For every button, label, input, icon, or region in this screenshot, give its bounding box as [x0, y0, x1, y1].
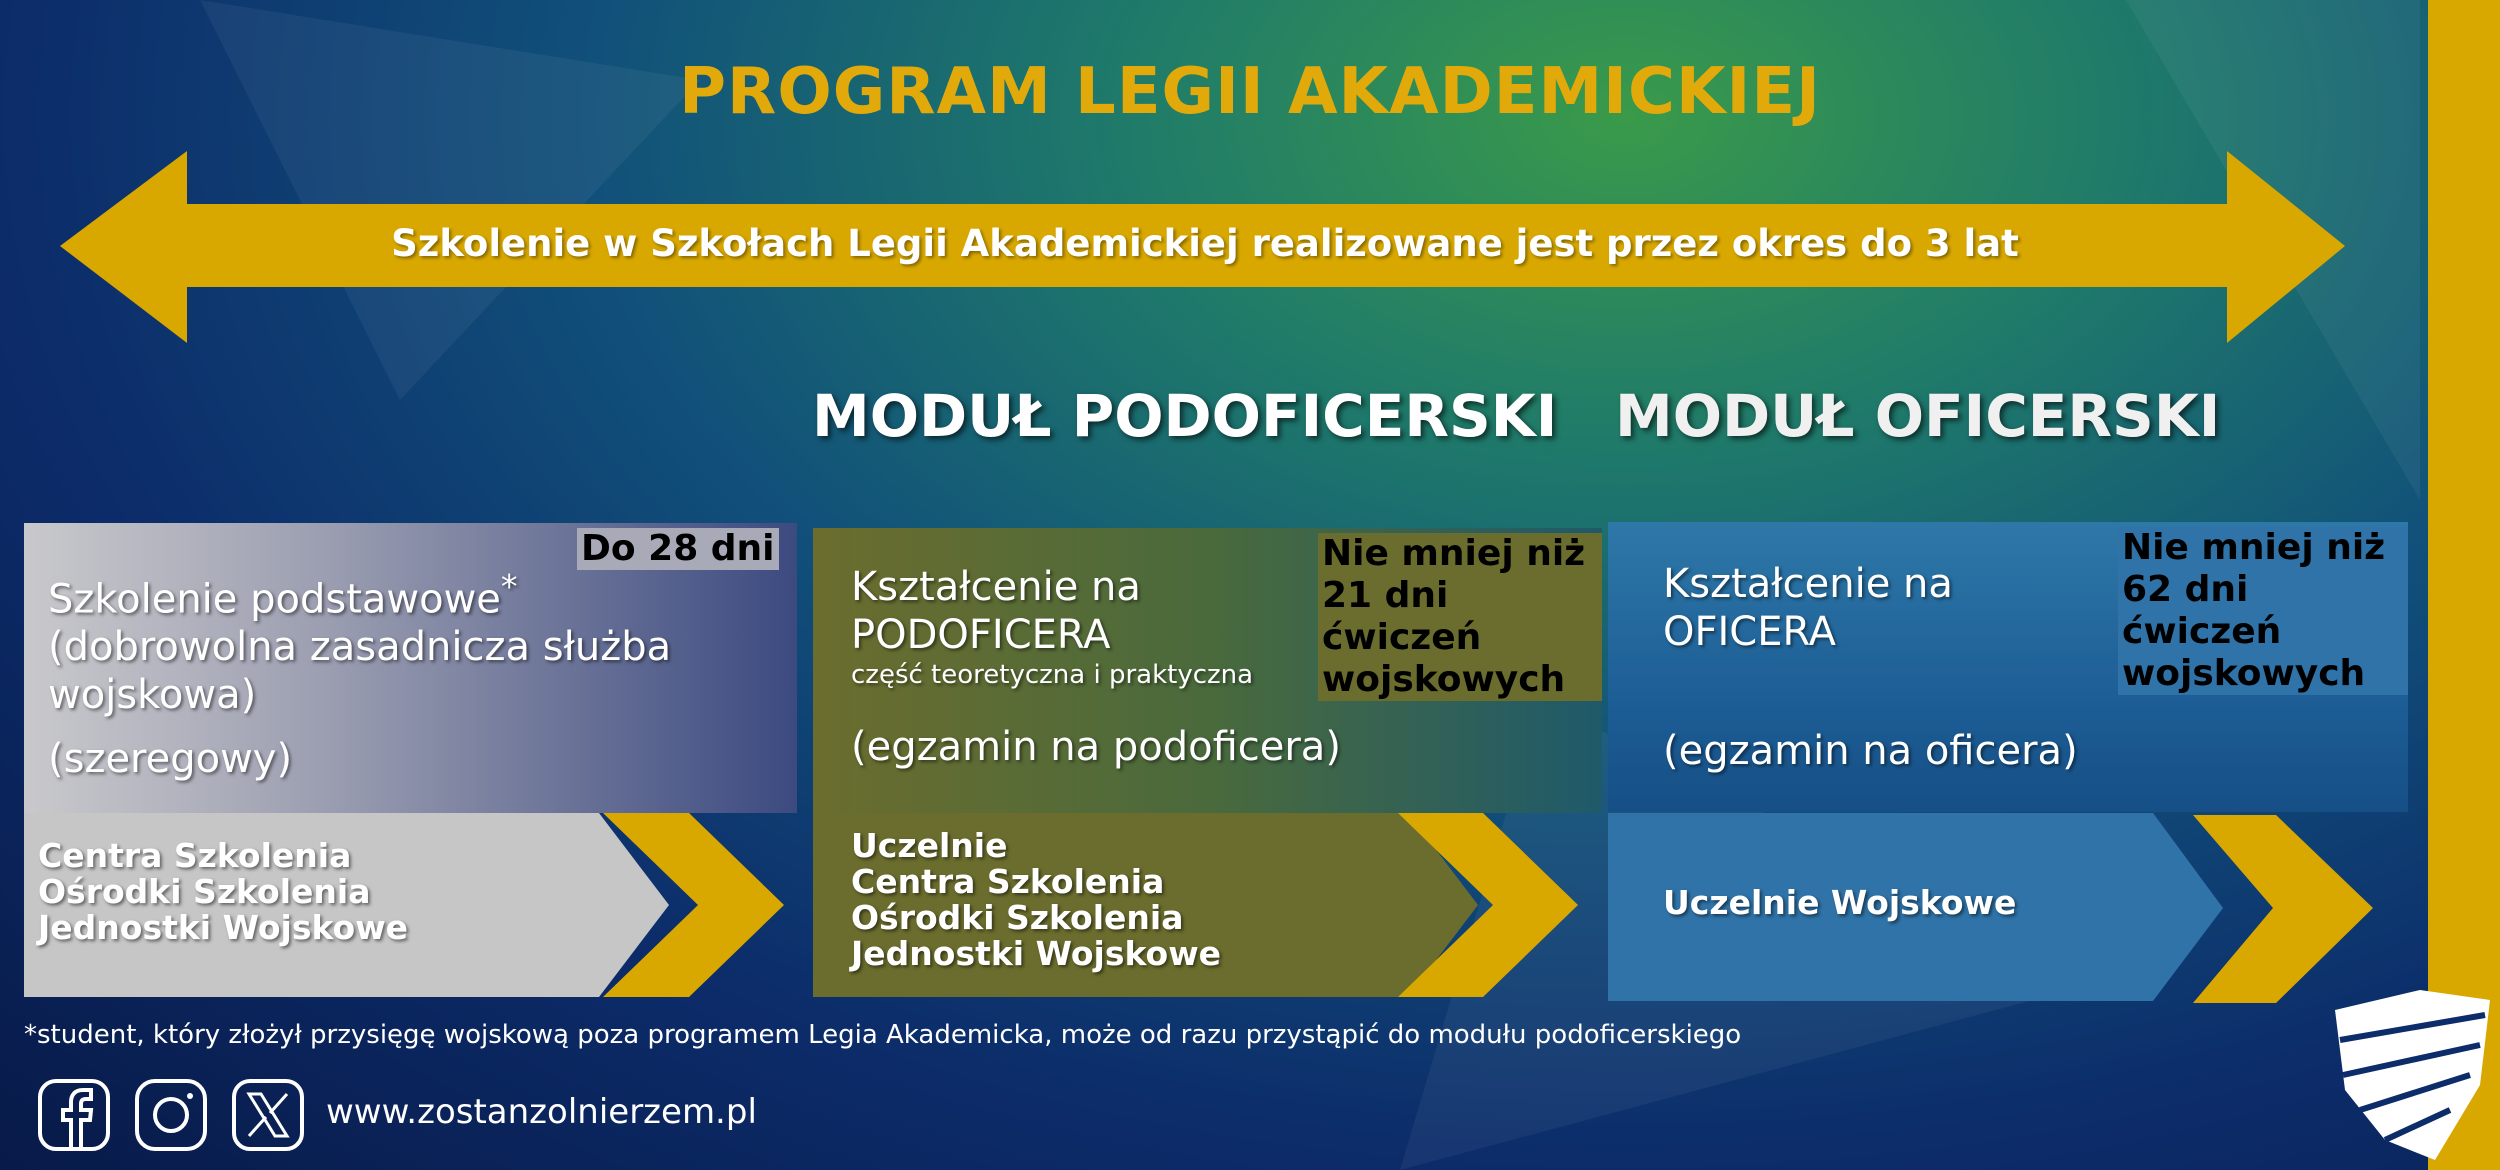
duration-line: Nie mniej niż — [1322, 533, 1586, 574]
stage-title-line: Kształcenie na — [851, 564, 1141, 610]
places-list — [851, 828, 1221, 972]
instagram-icon[interactable] — [134, 1078, 208, 1152]
rank: (szeregowy) — [48, 736, 293, 782]
places-list — [1663, 885, 2016, 921]
stage-title — [851, 563, 1253, 691]
stage-note: część teoretyczna i praktyczna — [851, 660, 1254, 690]
website-link[interactable]: www.zostanzolnierzem.pl — [326, 1092, 757, 1132]
facebook-icon[interactable] — [37, 1078, 111, 1152]
page-title: PROGRAM LEGII AKADEMICKIEJ — [679, 55, 1821, 129]
duration-line: 21 dni ćwiczeń — [1322, 575, 1482, 658]
stage-podoficer-box — [813, 528, 1602, 813]
place-item: Jednostki Wojskowe — [38, 908, 409, 947]
stage-title — [48, 563, 728, 719]
arrow-text: Szkolenie w Szkołach Legii Akademickiej realizowane jest przez okres do 3 lat — [391, 222, 2019, 265]
place-item: Ośrodki Szkolenia — [38, 872, 371, 911]
stage-basic-box — [24, 523, 797, 813]
exam: (egzamin na oficera) — [1663, 728, 2078, 774]
exam: (egzamin na podoficera) — [851, 724, 1341, 770]
place-item: Centra Szkolenia — [38, 836, 352, 875]
duration-line: 62 dni ćwiczeń — [2122, 569, 2282, 652]
duration-line: Nie mniej niż — [2122, 527, 2386, 568]
stage-title-text: Szkolenie podstawowe — [48, 576, 501, 623]
duration-line: wojskowych — [1322, 659, 1566, 700]
duration-badge — [1318, 533, 1602, 701]
places-list — [38, 838, 408, 946]
legia-shield-logo-icon — [2325, 990, 2495, 1170]
stage-title-line: PODOFICERA — [851, 612, 1111, 658]
module-oficerski-heading: MODUŁ OFICERSKI — [1615, 382, 2221, 450]
place-item: Uczelnie — [851, 826, 1008, 865]
footnote: *student, który złożył przysięgę wojskową poza programem Legia Akademicka, może od razu przystąpić do modułu podoficerskiego — [24, 1020, 1742, 1050]
stage-title-line: OFICERA — [1663, 609, 1837, 655]
duration-badge: Do 28 dni — [577, 528, 779, 570]
asterisk: * — [500, 567, 518, 606]
stage-oficer-box — [1608, 522, 2408, 812]
x-icon[interactable] — [231, 1078, 305, 1152]
place-item: Jednostki Wojskowe — [851, 934, 1222, 973]
stage-title — [1663, 560, 1953, 656]
duration-badge — [2118, 527, 2408, 695]
stage-subtitle: (dobrowolna zasadnicza służba wojskowa) — [48, 624, 672, 719]
stage-title-line: Kształcenie na — [1663, 561, 1953, 607]
place-item: Ośrodki Szkolenia — [851, 898, 1184, 937]
place-item: Centra Szkolenia — [851, 862, 1165, 901]
module-podoficerski-heading: MODUŁ PODOFICERSKI — [812, 382, 1558, 450]
place-item: Uczelnie Wojskowe — [1663, 883, 2017, 922]
duration-line: wojskowych — [2122, 653, 2366, 694]
